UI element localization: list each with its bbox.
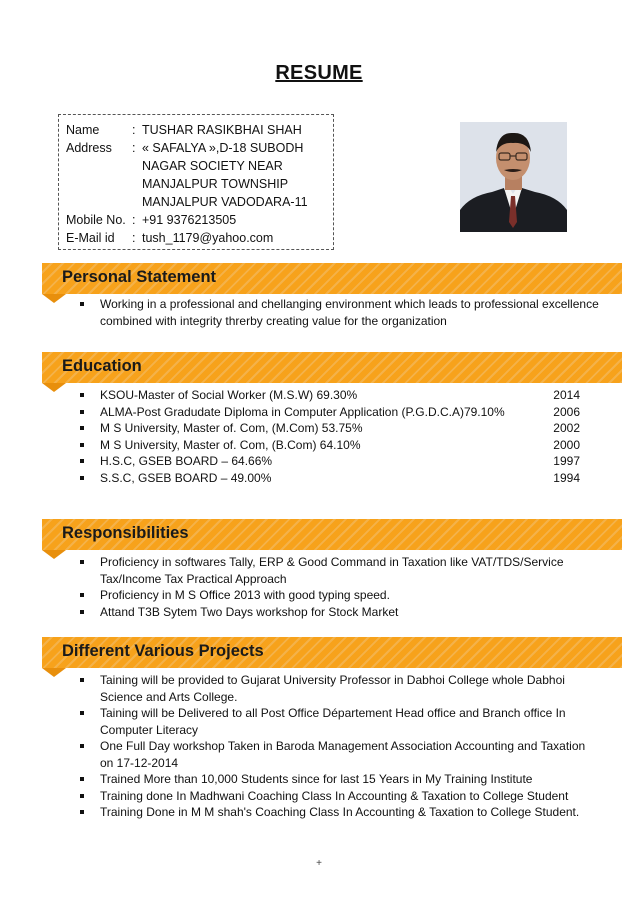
bullet-icon: [80, 476, 84, 480]
bullet-icon: [80, 426, 84, 430]
education-text: KSOU-Master of Social Worker (M.S.W) 69.30%: [100, 388, 358, 402]
address-line-3: MANJALPUR TOWNSHIP: [142, 177, 289, 191]
education-text: ALMA-Post Gradudate Diploma in Computer Application (P.G.D.C.A)79.10%: [100, 404, 505, 419]
education-item: [80, 470, 600, 487]
projects-band: [42, 637, 622, 668]
bullet-icon: [80, 810, 84, 814]
bullet-icon: [80, 410, 84, 414]
mobile-value: +91 9376213505: [142, 213, 237, 227]
separator: :: [132, 231, 136, 245]
projects-list: [80, 672, 600, 821]
mobile-label: Mobile No.: [66, 213, 126, 227]
education-year: 2002: [553, 421, 580, 435]
list-item: [80, 804, 600, 821]
list-item: [80, 587, 600, 604]
bullet-icon: [80, 302, 84, 306]
separator: :: [132, 141, 136, 155]
bullet-icon: [80, 711, 84, 715]
responsibility-text: Attand T3B Sytem Two Days workshop for Stock Market: [100, 604, 399, 619]
project-text: Taining will be provided to Gujarat University Professor in Dabhoi College whole Dabhoi Science and Arts College.: [100, 673, 565, 704]
bullet-icon: [80, 678, 84, 682]
resume-title: RESUME: [275, 62, 363, 84]
responsibilities-list: [80, 554, 600, 620]
education-text: S.S.C, GSEB BOARD – 49.00%: [100, 470, 272, 485]
person-photo-icon: [460, 122, 567, 232]
personal-statement-list: [80, 296, 600, 329]
name-row: [66, 121, 302, 139]
list-item: [80, 738, 600, 771]
bullet-icon: [80, 560, 84, 564]
education-year: 1994: [553, 470, 580, 485]
education-year: 1997: [553, 454, 580, 468]
personal-statement-band: [42, 263, 622, 294]
education-year: 2014: [553, 388, 580, 402]
list-item: [80, 771, 600, 788]
responsibilities-heading: Responsibilities: [62, 524, 189, 542]
page-footer-mark: +: [316, 858, 322, 869]
project-text: Training Done in M M shah's Coaching Class In Accounting & Taxation to College Student.: [100, 805, 580, 819]
name-label: Name: [66, 123, 100, 137]
list-item: [80, 672, 600, 705]
projects-heading: Different Various Projects: [62, 642, 264, 660]
bullet-icon: [80, 794, 84, 798]
bullet-icon: [80, 744, 84, 748]
education-item: [80, 453, 600, 470]
address-line-2: NAGAR SOCIETY NEAR: [142, 159, 283, 173]
education-text: M S University, Master of. Com, (M.Com) 53.75%: [100, 421, 363, 435]
education-text: M S University, Master of. Com, (B.Com) 64.10%: [100, 437, 361, 452]
email-row: [66, 229, 273, 247]
personal-statement-heading: Personal Statement: [62, 268, 217, 286]
address-label: Address: [66, 141, 112, 155]
bullet-icon: [80, 443, 84, 447]
list-item: [80, 296, 600, 329]
education-item: [80, 437, 600, 454]
responsibility-text: Proficiency in softwares Tally, ERP & Good Command in Taxation like VAT/TDS/Service Tax/Income Tax Practical Approach: [100, 555, 564, 586]
separator: :: [132, 213, 136, 227]
education-year: 2006: [553, 404, 580, 419]
band-tail: [42, 668, 66, 677]
personal-statement-text: Working in a professional and chellanging environment which leads to professional excellence combined with integrity threrby creating value for the organization: [100, 297, 599, 328]
project-text: Training done In Madhwani Coaching Class In Accounting & Taxation to College Student: [100, 788, 569, 803]
contact-box: [58, 114, 334, 250]
band-tail: [42, 550, 66, 559]
education-band: [42, 352, 622, 383]
bullet-icon: [80, 777, 84, 781]
project-text: Trained More than 10,000 Students since for last 15 Years in My Training Institute: [100, 772, 533, 786]
mobile-row: [66, 211, 236, 229]
education-item: [80, 420, 600, 437]
band-tail: [42, 294, 66, 303]
education-text: H.S.C, GSEB BOARD – 64.66%: [100, 454, 273, 468]
list-item: [80, 788, 600, 805]
responsibility-text: Proficiency in M S Office 2013 with good typing speed.: [100, 588, 390, 602]
bullet-icon: [80, 593, 84, 597]
project-text: One Full Day workshop Taken in Baroda Management Association Accounting and Taxation on 17-12-2014: [100, 739, 586, 770]
bullet-icon: [80, 393, 84, 397]
name-value: TUSHAR RASIKBHAI SHAH: [142, 123, 302, 137]
address-line-4: MANJALPUR VADODARA-11: [142, 195, 308, 209]
list-item: [80, 554, 600, 587]
responsibilities-band: [42, 519, 622, 550]
list-item: [80, 604, 600, 621]
project-text: Taining will be Delivered to all Post Office Département Head office and Branch office In Computer Literacy: [100, 706, 566, 737]
email-label: E-Mail id: [66, 231, 115, 245]
education-list: [80, 387, 600, 486]
education-heading: Education: [62, 357, 142, 375]
email-value: tush_1179@yahoo.com: [142, 231, 274, 245]
band-tail: [42, 383, 66, 392]
list-item: [80, 705, 600, 738]
education-year: 2000: [553, 437, 580, 452]
education-item: [80, 404, 600, 421]
bullet-icon: [80, 610, 84, 614]
bullet-icon: [80, 459, 84, 463]
address-line-1: « SAFALYA »,D-18 SUBODH: [142, 141, 304, 155]
profile-photo: [460, 122, 567, 232]
education-item: [80, 387, 600, 404]
address-row: [66, 139, 303, 157]
separator: :: [132, 123, 136, 137]
